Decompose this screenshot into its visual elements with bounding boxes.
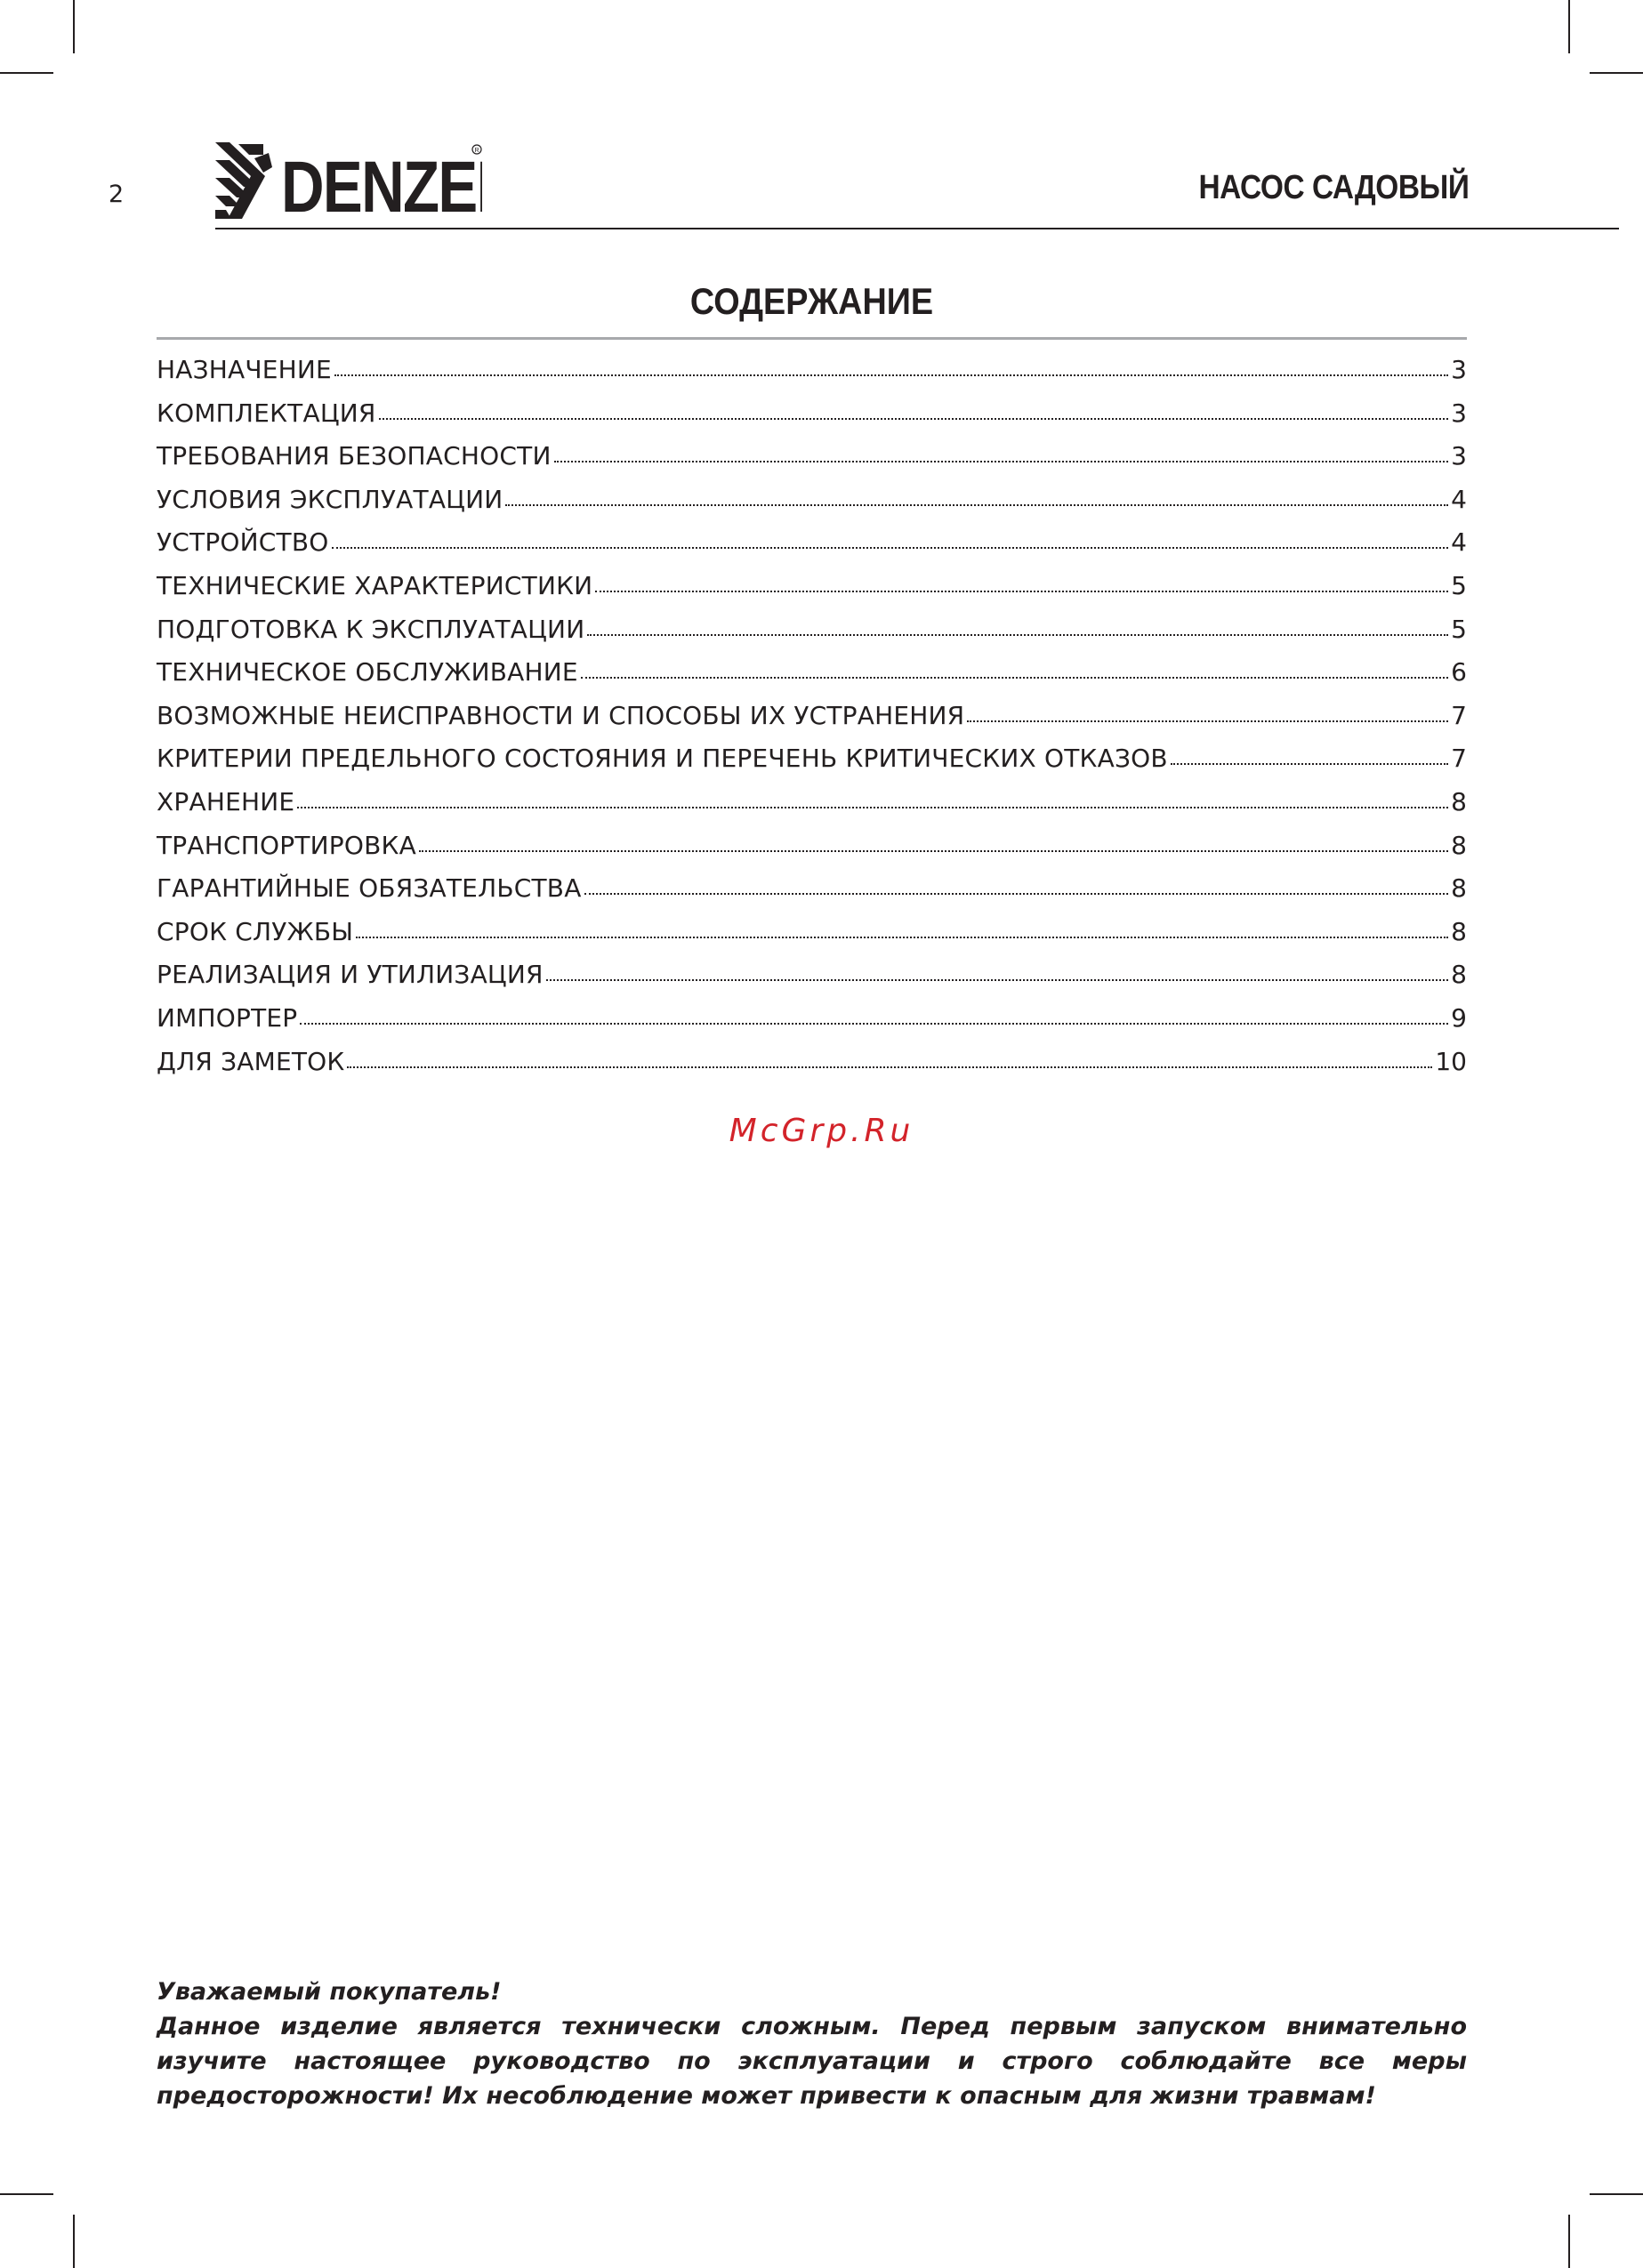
toc-item-label: УСЛОВИЯ ЭКСПЛУАТАЦИИ xyxy=(157,484,503,514)
table-of-contents xyxy=(157,355,1467,1092)
toc-item-page: 4 xyxy=(1451,527,1467,558)
toc-item-label: ХРАНЕНИЕ xyxy=(157,786,295,816)
toc-item-label: ТЕХНИЧЕСКОЕ ОБСЛУЖИВАНИЕ xyxy=(157,657,578,688)
toc-item-page: 8 xyxy=(1451,830,1467,860)
page-number: 2 xyxy=(109,181,125,208)
toc-item-page: 4 xyxy=(1451,484,1467,514)
toc-item-label: ГАРАНТИЙНЫЕ ОБЯЗАТЕЛЬСТВА xyxy=(157,873,582,904)
notice-body: Данное изделие является технически сложным. Перед первым запуском внимательно изучите настоящее руководство по эксплуатации и строго соблюдайте все меры предосторожности! Их несоблюдение может привести к опасным для жизни травмам! xyxy=(157,2013,1467,2110)
toc-item-page: 10 xyxy=(1435,1046,1467,1076)
toc-leader-dots xyxy=(334,374,1448,376)
toc-item-page: 8 xyxy=(1451,786,1467,816)
svg-text:R: R xyxy=(474,148,479,154)
toc-leader-dots xyxy=(356,936,1448,938)
toc-item-label: ТЕХНИЧЕСКИЕ ХАРАКТЕРИСТИКИ xyxy=(157,570,593,600)
toc-leader-dots xyxy=(581,676,1448,679)
toc-item-page: 8 xyxy=(1451,960,1467,990)
toc-item-page: 7 xyxy=(1451,744,1467,774)
toc-leader-dots xyxy=(297,806,1448,808)
toc-item-page: 5 xyxy=(1451,570,1467,600)
crop-mark xyxy=(0,2193,53,2195)
toc-item[interactable] xyxy=(157,700,1467,747)
toc-leader-dots xyxy=(379,417,1449,420)
toc-leader-dots xyxy=(347,1066,1432,1068)
toc-item-label: НАЗНАЧЕНИЕ xyxy=(157,355,332,384)
toc-item[interactable] xyxy=(157,873,1467,920)
toc-item-label: СРОК СЛУЖБЫ xyxy=(157,916,354,946)
toc-leader-dots xyxy=(587,633,1448,636)
toc-item-label: КРИТЕРИИ ПРЕДЕЛЬНОГО СОСТОЯНИЯ И ПЕРЕЧЕНЬ КРИТИЧЕСКИХ ОТКАЗОВ xyxy=(157,744,1168,774)
toc-leader-dots xyxy=(300,1022,1448,1025)
document-title: НАСОС САДОВЫЙ xyxy=(1198,169,1469,206)
toc-item-label: ДЛЯ ЗАМЕТОК xyxy=(157,1046,345,1076)
toc-leader-dots xyxy=(1171,762,1448,765)
toc-item-label: ТРАНСПОРТИРОВКА xyxy=(157,830,416,860)
toc-item[interactable] xyxy=(157,786,1467,833)
crop-mark xyxy=(0,72,53,74)
toc-leader-dots xyxy=(595,590,1448,592)
toc-leader-dots xyxy=(546,978,1448,981)
header-divider xyxy=(215,228,1619,229)
toc-leader-dots xyxy=(584,892,1449,895)
toc-item[interactable] xyxy=(157,830,1467,877)
toc-item-page: 8 xyxy=(1451,916,1467,946)
toc-item-label: ВОЗМОЖНЫЕ НЕИСПРАВНОСТИ И СПОСОБЫ ИХ УСТРАНЕНИЯ xyxy=(157,700,965,730)
crop-mark xyxy=(73,0,75,53)
toc-divider xyxy=(157,337,1467,340)
toc-item[interactable] xyxy=(157,962,1467,1006)
brand-logo xyxy=(215,141,482,221)
toc-item-label: ИМПОРТЕР xyxy=(157,1002,298,1033)
watermark-text: McGrp.Ru xyxy=(729,1113,914,1149)
toc-item-page: 3 xyxy=(1451,398,1467,428)
toc-leader-dots xyxy=(505,503,1448,506)
toc-item[interactable] xyxy=(157,657,1467,704)
toc-item-page: 8 xyxy=(1451,873,1467,904)
crop-mark xyxy=(1590,2193,1643,2195)
crop-mark xyxy=(1590,72,1643,74)
toc-item[interactable] xyxy=(157,355,1467,401)
toc-item-page: 6 xyxy=(1451,657,1467,688)
crop-mark xyxy=(73,2215,75,2268)
customer-notice xyxy=(157,1974,1467,2113)
toc-item[interactable] xyxy=(157,398,1467,445)
toc-item[interactable] xyxy=(157,570,1467,617)
toc-item-label: ТРЕБОВАНИЯ БЕЗОПАСНОСТИ xyxy=(157,441,552,471)
toc-item[interactable] xyxy=(157,484,1467,531)
toc-item[interactable] xyxy=(157,746,1467,790)
toc-item-page: 7 xyxy=(1451,700,1467,730)
toc-leader-dots xyxy=(554,460,1449,462)
toc-item-label: КОМПЛЕКТАЦИЯ xyxy=(157,398,376,428)
toc-item[interactable] xyxy=(157,527,1467,574)
toc-item[interactable] xyxy=(157,441,1467,487)
toc-item[interactable] xyxy=(157,916,1467,963)
toc-item-page: 3 xyxy=(1451,355,1467,384)
toc-item-page: 5 xyxy=(1451,614,1467,644)
toc-leader-dots xyxy=(419,849,1448,852)
toc-item[interactable] xyxy=(157,614,1467,661)
toc-item-label: ПОДГОТОВКА К ЭКСПЛУАТАЦИИ xyxy=(157,614,585,644)
toc-item[interactable] xyxy=(157,1002,1467,1050)
svg-text:DENZEL: DENZE xyxy=(281,145,477,221)
crop-mark xyxy=(1568,0,1570,53)
crop-mark xyxy=(1568,2215,1570,2268)
toc-leader-dots xyxy=(332,546,1449,549)
toc-item-page: 3 xyxy=(1451,441,1467,471)
toc-leader-dots xyxy=(967,720,1448,722)
toc-item-label: РЕАЛИЗАЦИЯ И УТИЛИЗАЦИЯ xyxy=(157,960,544,990)
toc-title: СОДЕРЖАНИЕ xyxy=(689,280,934,322)
toc-item[interactable] xyxy=(157,1046,1467,1093)
toc-item-label: УСТРОЙСТВО xyxy=(157,527,329,558)
notice-greeting: Уважаемый покупатель! xyxy=(157,1978,502,2006)
toc-item-page: 9 xyxy=(1451,1002,1467,1033)
